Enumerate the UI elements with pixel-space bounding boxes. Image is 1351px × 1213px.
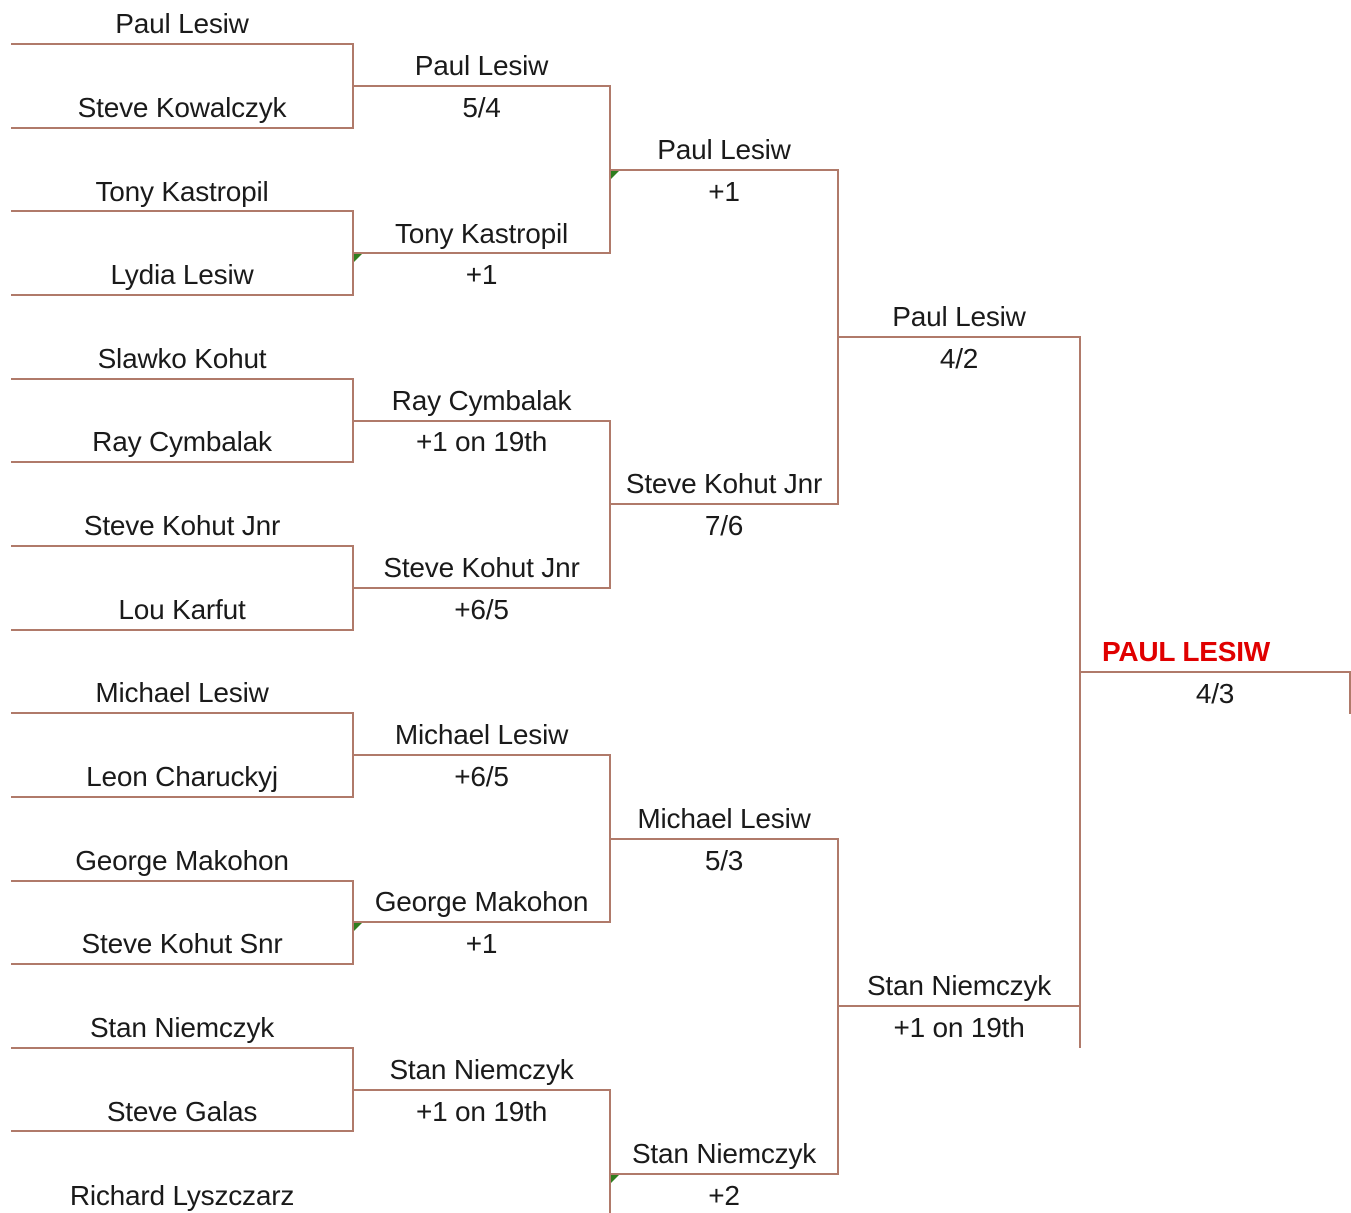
semi-score: 4/2 [939, 343, 979, 374]
r2-winner: Steve Kohut Jnr [383, 552, 580, 583]
semi-score: +1 on 19th [893, 1012, 1025, 1043]
r3-score: 5/3 [704, 845, 744, 876]
r3-winner: Paul Lesiw [657, 134, 791, 165]
r2-score: +1 on 19th [415, 1096, 548, 1127]
r2-winner: Michael Lesiw [394, 719, 569, 750]
r1-player: Steve Kohut Snr [81, 928, 283, 959]
r1-player: Ray Cymbalak [92, 426, 272, 457]
r1-player: George Makohon [75, 845, 289, 876]
champion-name: PAUL LESIW [1101, 636, 1271, 667]
r2-score: +6/5 [454, 761, 509, 792]
r3-score: 7/6 [704, 510, 744, 541]
r2-winner: Paul Lesiw [414, 50, 549, 81]
final-score: 4/3 [1195, 678, 1235, 709]
r3-match-bracket [610, 170, 838, 504]
semi-winner: Paul Lesiw [892, 301, 1026, 332]
r1-player: Lou Karfut [118, 594, 246, 625]
semi-match-bracket [838, 337, 1080, 1048]
r1-player: Steve Kowalczyk [77, 92, 287, 123]
r3-score: +2 [708, 1180, 740, 1211]
r2-score: +1 on 19th [415, 426, 548, 457]
r2-winner: Ray Cymbalak [391, 385, 572, 416]
r3-score: +1 [708, 176, 740, 207]
r3-winner: Stan Niemczyk [631, 1138, 817, 1169]
r2-score: +6/5 [454, 594, 509, 625]
r1-player: Paul Lesiw [115, 8, 249, 39]
r3-match-bracket [610, 839, 838, 1174]
r2-score: 5/4 [462, 92, 501, 123]
r2-winner: Stan Niemczyk [389, 1054, 574, 1085]
r3-winner: Steve Kohut Jnr [625, 468, 823, 499]
r1-player: Leon Charuckyj [86, 761, 278, 792]
r2-winner: George Makohon [374, 886, 589, 917]
r1-player: Lydia Lesiw [110, 259, 254, 290]
r1-player: Richard Lyszczarz [69, 1180, 295, 1211]
r2-winner: Tony Kastropil [394, 218, 569, 249]
r1-player: Tony Kastropil [95, 176, 269, 207]
r1-player: Steve Kohut Jnr [83, 510, 281, 541]
r1-player: Stan Niemczyk [89, 1012, 275, 1043]
r2-score: +1 [465, 928, 498, 959]
r2-score: +1 [465, 259, 498, 290]
semi-winner: Stan Niemczyk [866, 970, 1052, 1001]
r1-player: Slawko Kohut [97, 343, 267, 374]
r1-player: Steve Galas [106, 1096, 258, 1127]
r3-winner: Michael Lesiw [637, 803, 811, 834]
r1-player: Michael Lesiw [95, 677, 269, 708]
